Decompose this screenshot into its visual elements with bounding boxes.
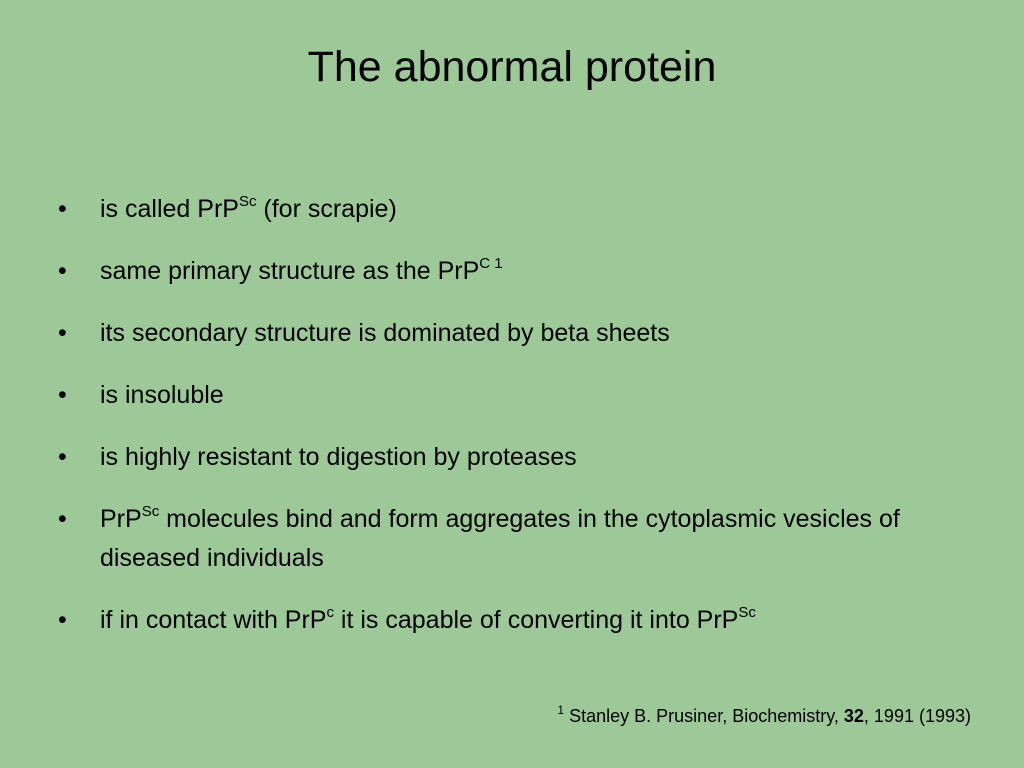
- bullet-text: [100, 319, 670, 347]
- superscript: Sc: [238, 192, 257, 210]
- superscript: c: [326, 603, 334, 621]
- bullet-text: [100, 192, 397, 223]
- superscript: Sc: [738, 603, 756, 621]
- text-run: same primary structure as the PrP: [100, 257, 480, 285]
- text-run: if in contact with PrP: [100, 606, 327, 634]
- bullet-marker: •: [58, 257, 67, 285]
- reference-citation: Stanley B. Prusiner, Biochemistry,: [564, 706, 844, 726]
- bullet-marker: •: [58, 319, 67, 347]
- bullet-text: [100, 381, 224, 409]
- superscript: C 1: [479, 254, 503, 272]
- bullet-text: [100, 603, 756, 634]
- text-run: its secondary structure is dominated by beta sheets: [100, 319, 670, 347]
- bullet-text: [100, 502, 900, 572]
- bullet-list: [58, 190, 958, 663]
- bullet-item: [58, 190, 958, 229]
- bullet-item: [58, 601, 958, 640]
- bullet-marker: •: [58, 606, 67, 634]
- text-run: (for scrapie): [256, 195, 397, 223]
- text-run: PrP: [100, 505, 142, 533]
- bullet-item: [58, 376, 958, 415]
- bullet-marker: •: [58, 195, 67, 223]
- superscript: Sc: [141, 502, 160, 520]
- reference-volume: 32: [843, 706, 864, 726]
- slide-title: The abnormal protein: [307, 43, 717, 91]
- text-run: is called PrP: [100, 195, 239, 223]
- bullet-item: [58, 314, 958, 353]
- bullet-item: [58, 438, 958, 477]
- bullet-marker: •: [58, 381, 67, 409]
- bullet-item: [58, 500, 958, 578]
- bullet-marker: •: [58, 505, 67, 533]
- reference-year: , 1991 (1993): [863, 706, 971, 726]
- bullet-text: [100, 443, 577, 471]
- text-run: is insoluble: [100, 381, 224, 409]
- text-run: it is capable of converting it into PrP: [333, 606, 739, 634]
- reference-footnote: [557, 702, 971, 730]
- text-run: is highly resistant to digestion by proteases: [100, 443, 577, 471]
- text-run: molecules bind and form aggregates in the cytoplasmic vesicles of diseased individuals: [100, 505, 900, 572]
- reference-marker: 1: [557, 703, 565, 717]
- bullet-marker: •: [58, 443, 67, 471]
- bullet-text: [100, 254, 503, 285]
- bullet-item: [58, 252, 958, 291]
